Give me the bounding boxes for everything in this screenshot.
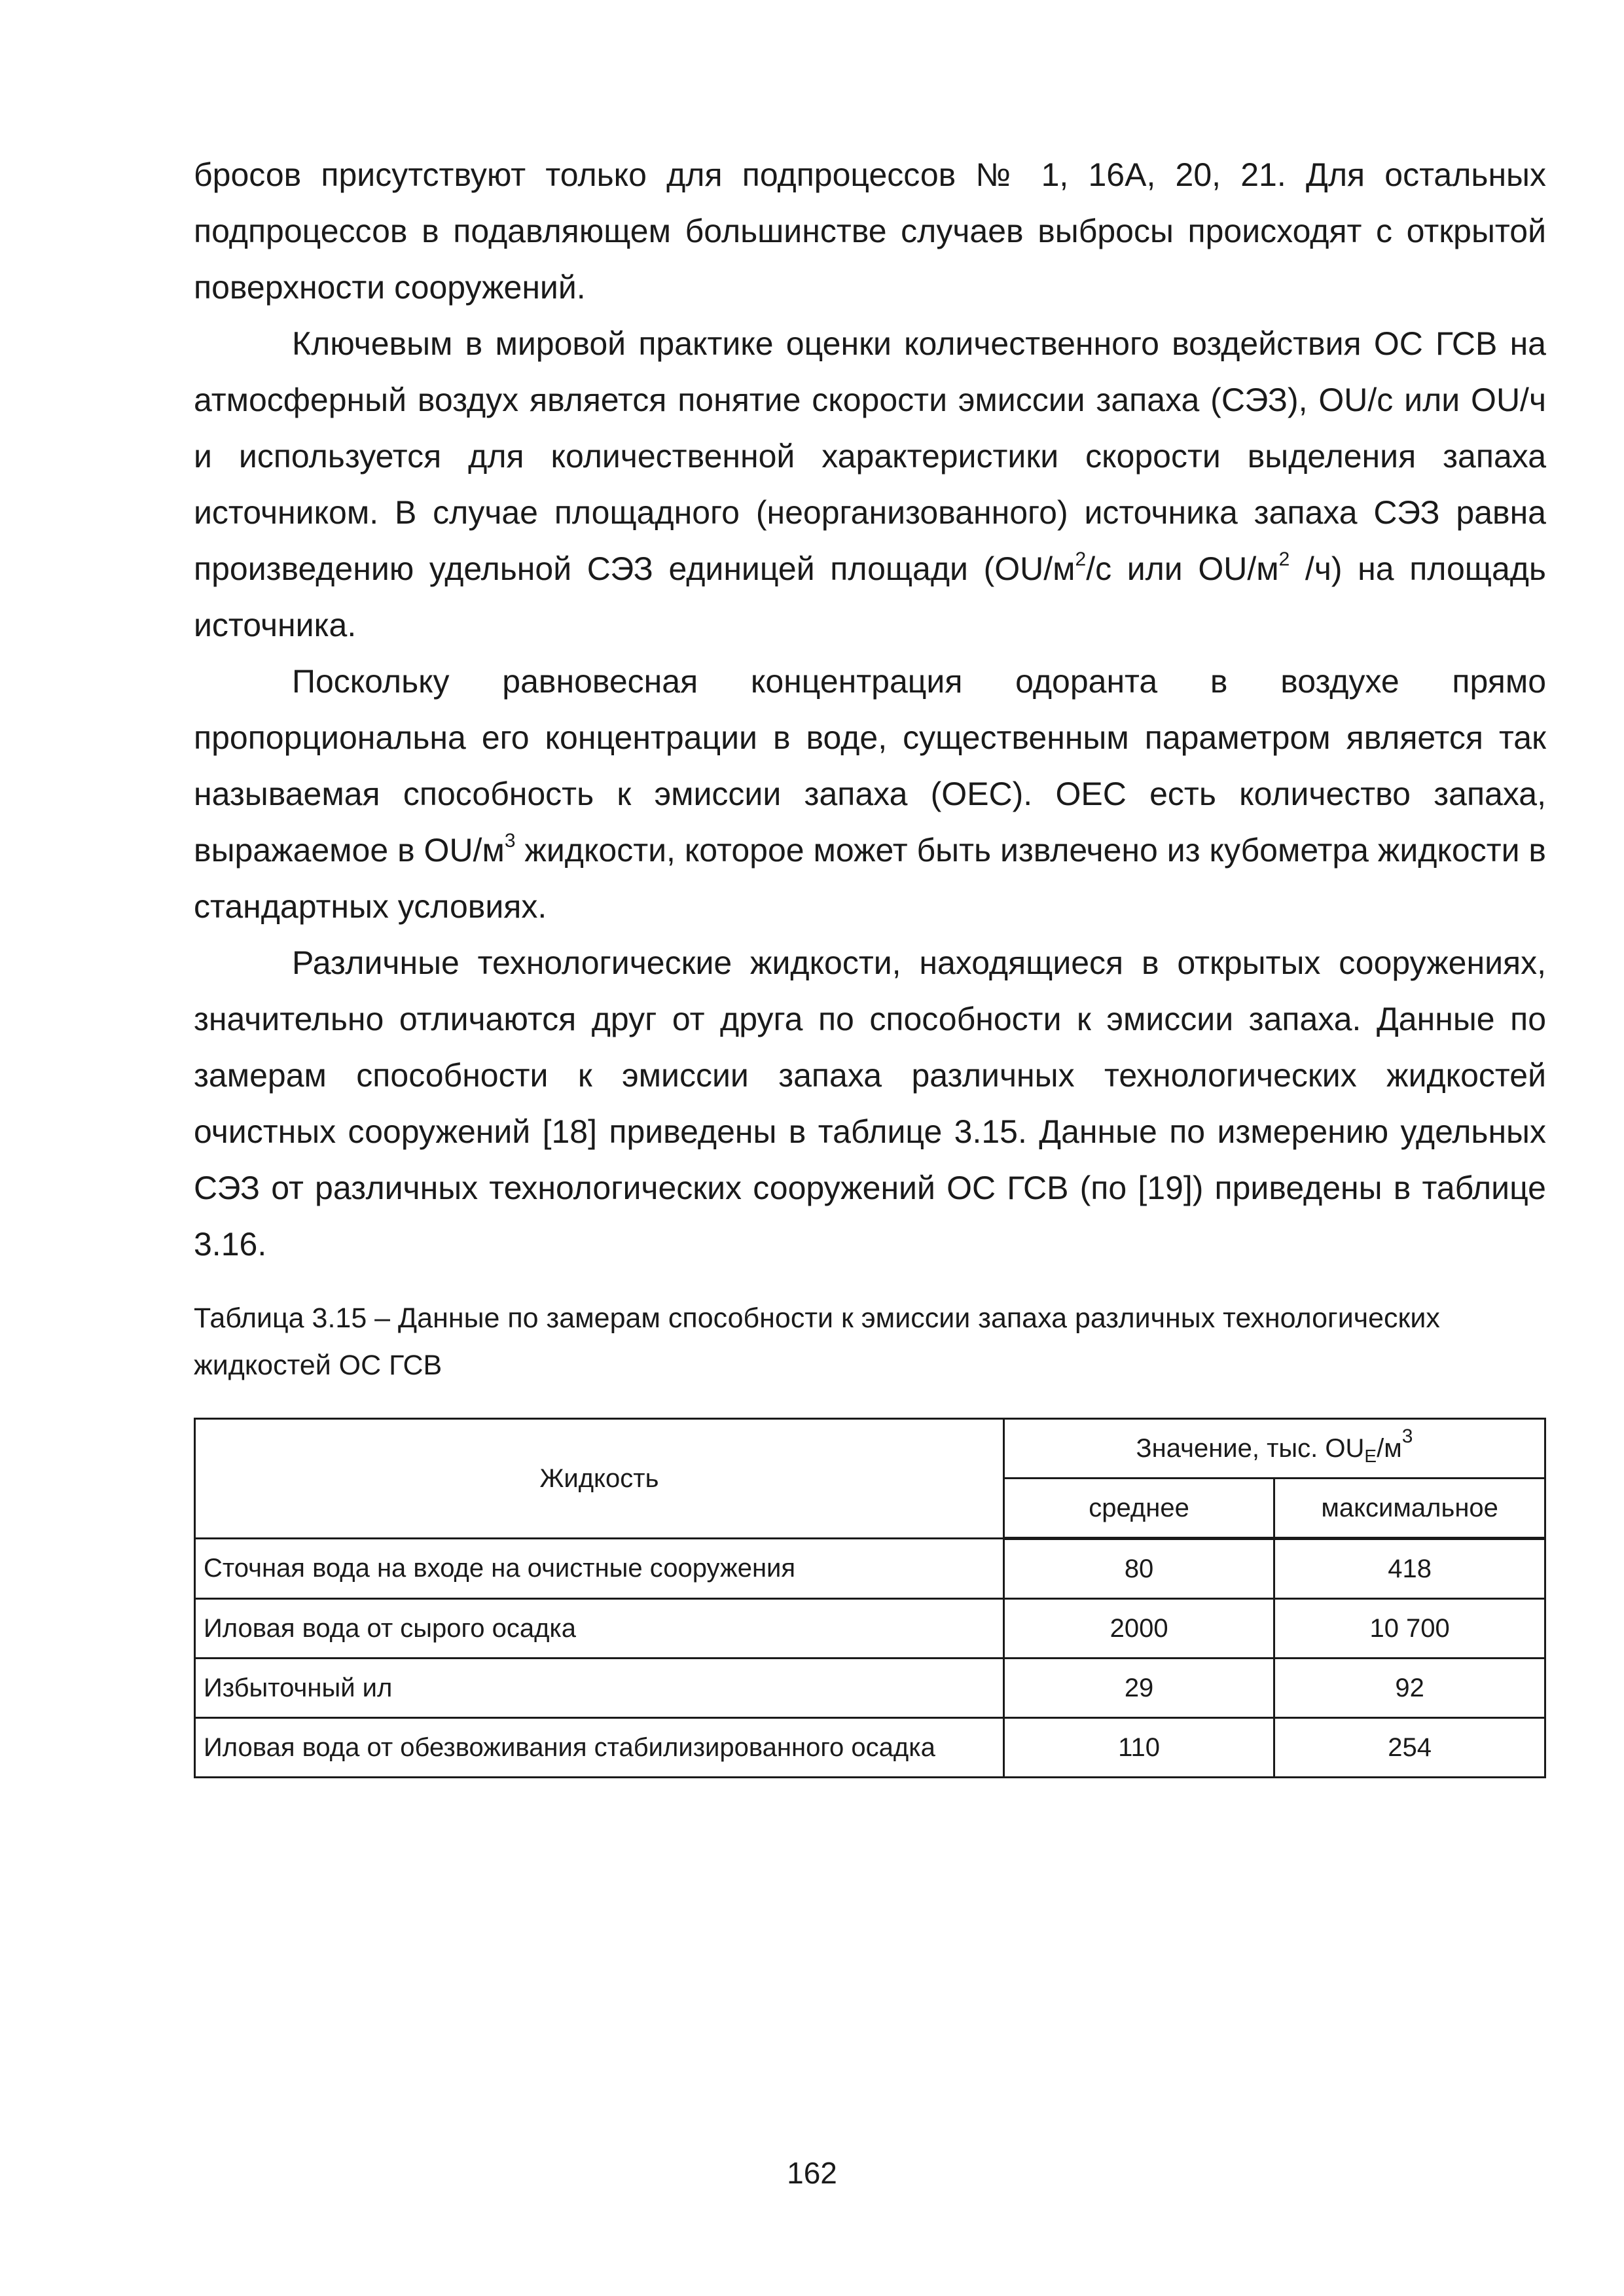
cell-liquid: Иловая вода от сырого осадка <box>195 1599 1004 1659</box>
paragraph-text: /с или OU/м <box>1086 550 1279 587</box>
table-row <box>195 1599 1545 1659</box>
table-caption: Таблица 3.15 – Данные по замерам способности к эмиссии запаха различных технологических жидкостей ОС ГСВ <box>194 1302 1440 1381</box>
cell-maximum: 418 <box>1274 1539 1545 1599</box>
superscript: 2 <box>1278 548 1290 570</box>
table-row <box>195 1659 1545 1718</box>
paragraph-technological-liquids <box>194 935 1546 1272</box>
table-row <box>195 1539 1545 1599</box>
header-text: Значение, тыс. OU <box>1136 1433 1365 1463</box>
cell-average: 2000 <box>1003 1599 1274 1659</box>
paragraph-text: /ч) на площадь источника. <box>194 550 1546 643</box>
paragraph-text: жидкости, которое может быть извлечено из кубометра жидкости в стандартных условиях. <box>194 832 1546 925</box>
paragraph-odor-emission-capacity <box>194 653 1546 935</box>
superscript: 3 <box>504 830 516 852</box>
table-row <box>195 1718 1545 1778</box>
cell-liquid: Иловая вода от обезвоживания стабилизированного осадка <box>195 1718 1004 1778</box>
cell-average: 80 <box>1003 1539 1274 1599</box>
odor-emission-capacity-table <box>194 1418 1546 1778</box>
subscript: E <box>1364 1445 1377 1466</box>
cell-average: 29 <box>1003 1659 1274 1718</box>
cell-maximum: 254 <box>1274 1718 1545 1778</box>
page-content <box>194 147 1546 1778</box>
paragraph-text: Ключевым в мировой практике оценки количественного воздействия ОС ГСВ на атмосферный воздух является понятие скорости эмиссии запаха (СЭЗ), OU/с или OU/ч и используется для количественной характеристики скорости выделения запаха источником. В случае площадного (неорганизованного) источника запаха СЭЗ равна произведению удельной СЭЗ единицей площади (OU/м <box>194 325 1546 587</box>
paragraph-odor-emission-rate <box>194 315 1546 653</box>
column-header-maximum: максимальное <box>1274 1479 1545 1539</box>
cell-average: 110 <box>1003 1718 1274 1778</box>
column-header-average: среднее <box>1003 1479 1274 1539</box>
page-number: 162 <box>787 2156 837 2190</box>
cell-maximum: 10 700 <box>1274 1599 1545 1659</box>
cell-maximum: 92 <box>1274 1659 1545 1718</box>
paragraph-text: Поскольку равновесная концентрация одоранта в воздухе прямо пропорциональна его концентрации в воде, существенным параметром является так называемая способность к эмиссии запаха (ОЕС). ОЕС есть количество запаха, выражаемое в OU/м <box>194 663 1546 869</box>
header-text: /м <box>1377 1433 1402 1463</box>
paragraph-continuation <box>194 147 1546 315</box>
paragraph-text: бросов присутствуют только для подпроцессов № 1, 16А, 20, 21. Для остальных подпроцессов в подавляющем большинстве случаев выбросы происходят с открытой поверхности сооружений. <box>194 156 1546 306</box>
column-header-value <box>1003 1419 1545 1479</box>
cell-liquid: Избыточный ил <box>195 1659 1004 1718</box>
superscript: 2 <box>1075 548 1087 570</box>
cell-liquid: Сточная вода на входе на очистные сооружения <box>195 1539 1004 1599</box>
paragraph-text: Различные технологические жидкости, находящиеся в открытых сооружениях, значительно отличаются друг от друга по способности к эмиссии запаха. Данные по замерам способности к эмиссии запаха различных технологических жидкостей очистных сооружений [18] приведены в таблице 3.15. Данные по измерению удельных СЭЗ от различных технологических сооружений ОС ГСВ (по [19]) приведены в таблице 3.16. <box>194 944 1546 1263</box>
column-header-liquid: Жидкость <box>195 1419 1004 1539</box>
superscript: 3 <box>1401 1425 1413 1447</box>
